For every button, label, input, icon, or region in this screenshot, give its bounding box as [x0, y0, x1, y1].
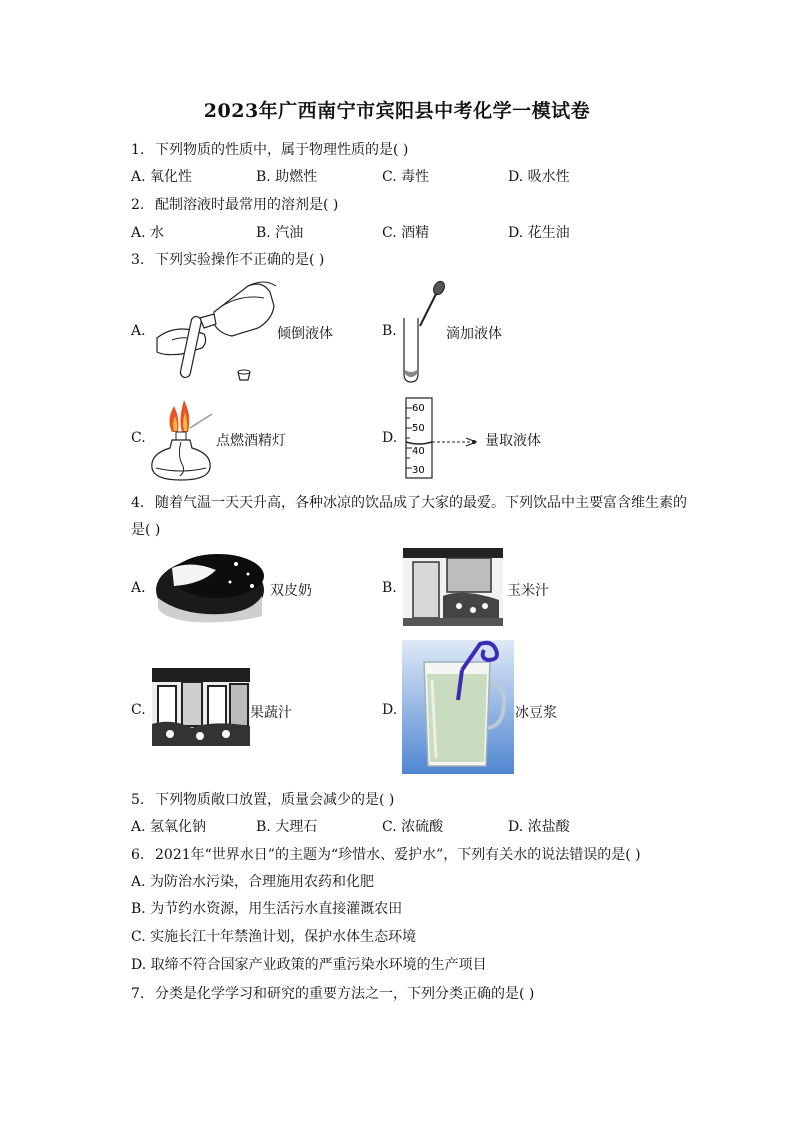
option-b: B. 汽油: [256, 225, 304, 241]
option-d: D. 浓盐酸: [508, 819, 570, 835]
option-c-caption: 果蔬汁: [250, 705, 292, 721]
question-3: [131, 249, 324, 269]
lighting-alcohol-lamp-figure: [150, 398, 216, 484]
option-c-letter: C.: [131, 430, 146, 446]
double-skin-milk-photo: [152, 546, 267, 624]
question-1: [131, 139, 408, 159]
option-c: C. 实施长江十年禁渔计划，保护水体生态环境: [131, 929, 417, 945]
option-d: D. 吸水性: [508, 169, 570, 185]
dropping-liquid-figure: [400, 280, 450, 384]
iced-soy-milk-photo: [402, 640, 514, 774]
option-d-letter: D.: [382, 702, 398, 718]
question-4-line-2: 是( ): [131, 522, 161, 538]
question-7: [131, 983, 534, 1003]
option-b-caption: 滴加液体: [446, 326, 502, 342]
question-6: [131, 844, 641, 864]
question-text: 下列物质敞口放置，质量会减少的是( ): [155, 792, 395, 808]
cylinder-tick-label: 30: [412, 465, 425, 476]
option-d: D. 花生油: [508, 225, 570, 241]
option-c-letter: C.: [131, 702, 146, 718]
option-b: B. 大理石: [256, 819, 318, 835]
option-c: C. 酒精: [382, 225, 430, 241]
option-a: A. 氢氧化钠: [131, 819, 207, 835]
question-number: 1.: [131, 142, 145, 158]
option-c: C. 毒性: [382, 169, 430, 185]
question-text: 分类是化学学习和研究的重要方法之一，下列分类正确的是( ): [155, 986, 535, 1002]
question-number: 2.: [131, 197, 145, 213]
corn-juice-photo: [403, 548, 503, 626]
option-c-caption: 点燃酒精灯: [216, 433, 286, 449]
option-d-letter: D.: [382, 430, 398, 446]
question-text: 随着气温一天天升高，各种冰凉的饮品成了大家的最爱。下列饮品中主要富含维生素的: [155, 495, 687, 511]
option-a-caption: 双皮奶: [270, 583, 312, 599]
option-b: B. 助燃性: [256, 169, 318, 185]
pouring-liquid-figure: [152, 276, 280, 388]
question-number: 6.: [131, 847, 145, 863]
question-4: [131, 492, 687, 512]
cylinder-tick-label: 40: [412, 446, 425, 457]
option-b-letter: B.: [382, 323, 397, 339]
option-c: C. 浓硫酸: [382, 819, 444, 835]
option-d: D. 取缔不符合国家产业政策的严重污染水环境的生产项目: [131, 957, 487, 973]
cylinder-tick-label: 60: [412, 403, 425, 414]
option-a-caption: 倾倒液体: [277, 326, 333, 342]
option-b: B. 为节约水资源，用生活污水直接灌溉农田: [131, 901, 403, 917]
option-a-letter: A.: [131, 580, 146, 596]
page-title: 2023年广西南宁市宾阳县中考化学一模试卷: [203, 100, 591, 122]
option-b-letter: B.: [382, 580, 397, 596]
graduated-cylinder-figure: [402, 396, 488, 480]
option-a-letter: A.: [131, 323, 146, 339]
question-number: 4.: [131, 495, 145, 511]
fruit-vegetable-juice-photo: [152, 668, 250, 746]
option-d-caption: 量取液体: [485, 433, 541, 449]
question-text: 下列实验操作不正确的是( ): [155, 252, 325, 268]
option-a: A. 氧化性: [131, 169, 193, 185]
question-2: [131, 194, 338, 214]
option-a: A. 水: [131, 225, 165, 241]
option-a: A. 为防治水污染，合理施用农药和化肥: [131, 874, 375, 890]
question-text: 2021年“世界水日”的主题为“珍惜水、爱护水”，下列有关水的说法错误的是( ): [155, 847, 641, 863]
question-5: [131, 789, 394, 809]
cylinder-tick-label: 50: [412, 423, 425, 434]
option-b-caption: 玉米汁: [507, 583, 549, 599]
question-text: 下列物质的性质中，属于物理性质的是( ): [155, 142, 409, 158]
question-text: 配制溶液时最常用的溶剂是( ): [155, 197, 339, 213]
question-number: 3.: [131, 252, 145, 268]
question-number: 5.: [131, 792, 145, 808]
option-d-caption: 冰豆浆: [515, 705, 557, 721]
question-number: 7.: [131, 986, 145, 1002]
